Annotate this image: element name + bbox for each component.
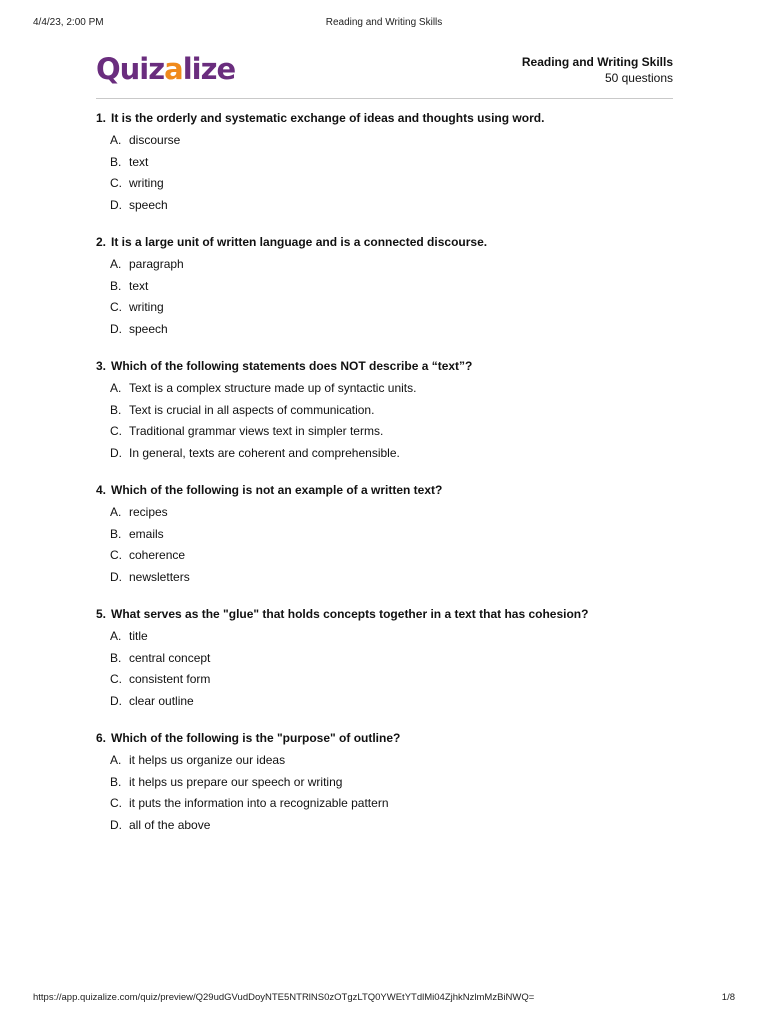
question-item [96,606,708,712]
option-text: Traditional grammar views text in simpler terms. [129,424,384,438]
option-letter: D. [110,569,122,584]
question-text [96,234,708,250]
print-page-title: Reading and Writing Skills [325,17,443,28]
question-prompt: What serves as the "glue" that holds concepts together in a text that has cohesion? [111,607,589,621]
question-text [96,110,708,126]
question-number: 3. [96,359,107,373]
logo-text-dot: a [164,52,183,86]
option-letter: A. [110,381,122,395]
answer-option [96,297,708,319]
option-letter: A. [110,753,122,767]
question-item [96,110,708,216]
option-text: emails [129,526,164,541]
option-text: text [129,278,149,293]
answer-option [96,319,708,341]
option-text: central concept [129,650,211,665]
option-letter: B. [110,774,122,789]
question-item [96,358,708,464]
answer-option [96,443,708,465]
question-prompt: Which of the following is not an example of a written text? [111,483,443,497]
answer-option [96,254,708,276]
print-footer [33,992,735,1006]
option-text: In general, texts are coherent and comprehensible. [129,445,400,460]
answer-option [96,545,708,567]
option-text: it puts the information into a recognizable pattern [129,796,389,810]
answer-option [96,772,708,794]
question-number: 5. [96,607,107,621]
option-letter: C. [110,176,122,190]
answer-option [96,421,708,443]
option-letter: C. [110,300,122,314]
option-letter: D. [110,197,122,212]
answer-option [96,276,708,298]
option-text: it helps us prepare our speech or writing [129,774,343,789]
option-text: Text is a complex structure made up of syntactic units. [129,381,417,395]
question-item [96,482,708,588]
option-letter: C. [110,424,122,438]
option-letter: D. [110,321,122,336]
question-count: 50 questions [604,71,673,85]
answer-option [96,502,708,524]
question-number: 2. [96,235,107,249]
answer-option [96,130,708,152]
question-prompt: Which of the following is the "purpose" of outline? [111,731,401,745]
option-letter: B. [110,154,122,169]
question-number: 1. [96,111,107,125]
option-letter: A. [110,629,122,643]
option-text: title [129,629,148,643]
option-text: newsletters [129,569,190,584]
print-url: https://app.quizalize.com/quiz/preview/Q29udGVudDoyNTE5NTRlNS0zOTgzLTQ0YWEtYTdlMi04ZjhkNzlmMzBiNWQ= [33,992,535,1003]
answer-option [96,626,708,648]
answer-option [96,400,708,422]
document-header [96,48,673,99]
document-title: Reading and Writing Skills [521,55,673,69]
question-prompt: Which of the following statements does NOT describe a “text”? [111,359,473,373]
option-letter: B. [110,526,122,541]
option-text: all of the above [129,817,211,832]
question-prompt: It is a large unit of written language and is a connected discourse. [111,235,488,249]
option-letter: A. [110,133,122,147]
option-letter: B. [110,278,122,293]
option-letter: D. [110,817,122,832]
answer-option [96,750,708,772]
page-number: 1/8 [721,992,735,1003]
question-item [96,234,708,340]
answer-option [96,815,708,837]
answer-option [96,173,708,195]
document-meta [522,54,673,86]
answer-option [96,152,708,174]
answer-option [96,195,708,217]
answer-option [96,378,708,400]
logo-text-right: lize [182,52,236,86]
option-letter: C. [110,672,122,686]
question-text [96,482,708,498]
answer-option [96,567,708,589]
option-letter: C. [110,548,122,562]
option-text: consistent form [129,672,211,686]
option-letter: B. [110,650,122,665]
answer-option [96,691,708,713]
option-text: writing [129,176,164,190]
option-text: speech [129,321,168,336]
question-text [96,730,708,746]
option-letter: A. [110,505,122,519]
question-text [96,358,708,374]
option-letter: A. [110,257,122,271]
option-text: speech [129,197,168,212]
question-text [96,606,708,622]
question-number: 6. [96,731,107,745]
question-prompt: It is the orderly and systematic exchange of ideas and thoughts using word. [111,111,545,125]
logo-text-left: Quiz [96,52,165,86]
question-number: 4. [96,483,107,497]
option-text: coherence [129,548,186,562]
option-text: text [129,154,149,169]
option-letter: D. [110,693,122,708]
option-text: writing [129,300,164,314]
answer-option [96,793,708,815]
option-text: Text is crucial in all aspects of communication. [129,402,375,417]
option-text: recipes [129,505,168,519]
option-text: clear outline [129,693,194,708]
question-item [96,730,708,836]
print-header [33,17,735,31]
quizalize-logo [96,51,235,87]
option-letter: B. [110,402,122,417]
option-letter: D. [110,445,122,460]
print-datetime: 4/4/23, 2:00 PM [33,17,104,28]
option-text: it helps us organize our ideas [129,753,286,767]
option-letter: C. [110,796,122,810]
question-list [96,110,708,854]
answer-option [96,524,708,546]
answer-option [96,669,708,691]
answer-option [96,648,708,670]
option-text: paragraph [129,257,184,271]
option-text: discourse [129,133,181,147]
